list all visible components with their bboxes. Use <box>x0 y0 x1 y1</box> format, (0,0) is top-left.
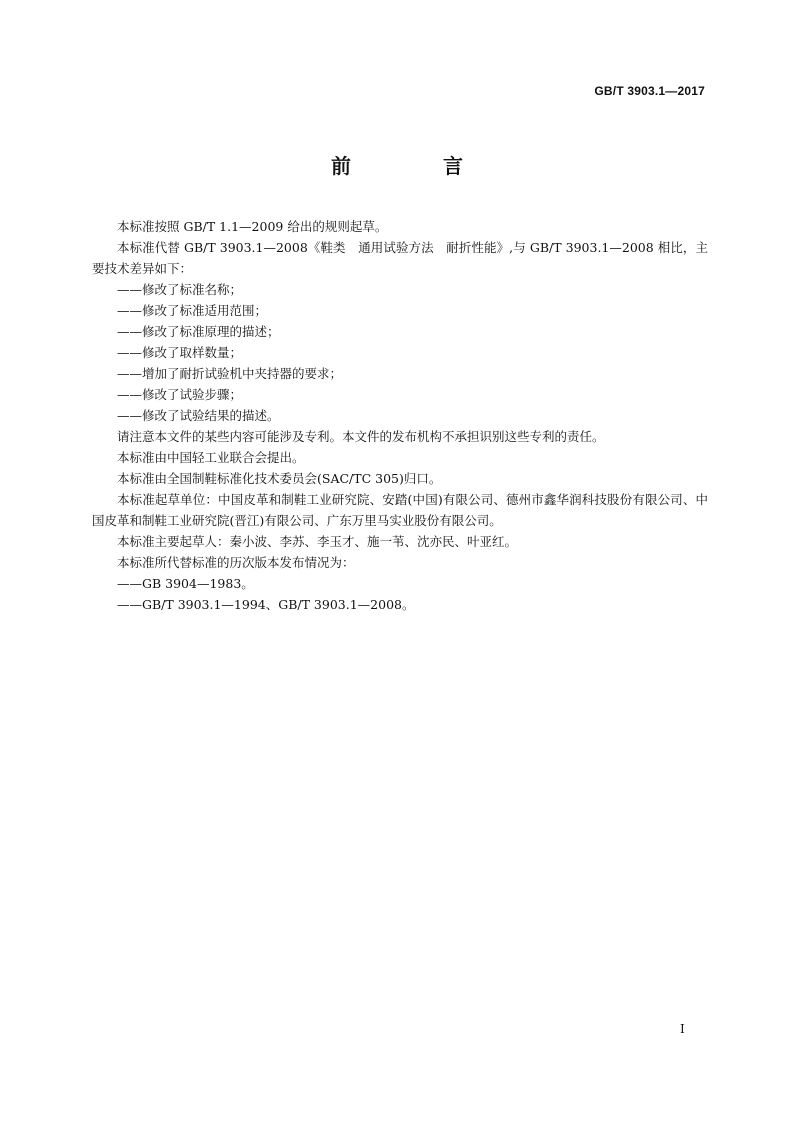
change-item: ——修改了试验步骤； <box>117 387 243 402</box>
change-item: ——修改了取样数量； <box>117 345 243 360</box>
change-item: ——增加了耐折试验机中夹持器的要求； <box>117 366 343 381</box>
paragraph-centralized-by: 本标准由全国制鞋标准化技术委员会(SAC/TC 305)归口。 <box>117 471 442 486</box>
change-item: ——修改了试验结果的描述。 <box>117 408 280 423</box>
standard-code-header: GB/T 3903.1—2017 <box>594 84 705 98</box>
paragraph-drafting-units: 本标准起草单位：中国皮革和制鞋工业研究院、安踏(中国)有限公司、德州市鑫华润科技股份有限公司、中国皮革和制鞋工业研究院(晋江)有限公司、广东万里马实业股份有限公司。 <box>92 492 708 528</box>
paragraph-history-intro: 本标准所代替标准的历次版本发布情况为： <box>117 555 355 570</box>
paragraph-drafters: 本标准主要起草人：秦小波、李苏、李玉才、施一苇、沈亦民、叶亚红。 <box>117 534 518 549</box>
page-number: I <box>680 1022 685 1036</box>
history-item: ——GB 3904—1983。 <box>117 576 254 591</box>
paragraph-replacement: 本标准代替 GB/T 3903.1—2008《鞋类 通用试验方法 耐折性能》,与 GB/T 3903.1—2008 相比，主要技术差异如下： <box>92 240 708 276</box>
change-item: ——修改了标准适用范围； <box>117 303 268 318</box>
history-item: ——GB/T 3903.1—1994、GB/T 3903.1—2008。 <box>117 597 415 612</box>
foreword-body <box>92 216 708 615</box>
change-item: ——修改了标准名称； <box>117 282 243 297</box>
paragraph-drafting-rules: 本标准按照 GB/T 1.1—2009 给出的规则起草。 <box>117 219 388 234</box>
paragraph-proposed-by: 本标准由中国轻工业联合会提出。 <box>117 450 305 465</box>
paragraph-patent-notice: 请注意本文件的某些内容可能涉及专利。本文件的发布机构不承担识别这些专利的责任。 <box>117 429 605 444</box>
page-title: 前 言 <box>331 154 499 178</box>
change-item: ——修改了标准原理的描述； <box>117 324 280 339</box>
